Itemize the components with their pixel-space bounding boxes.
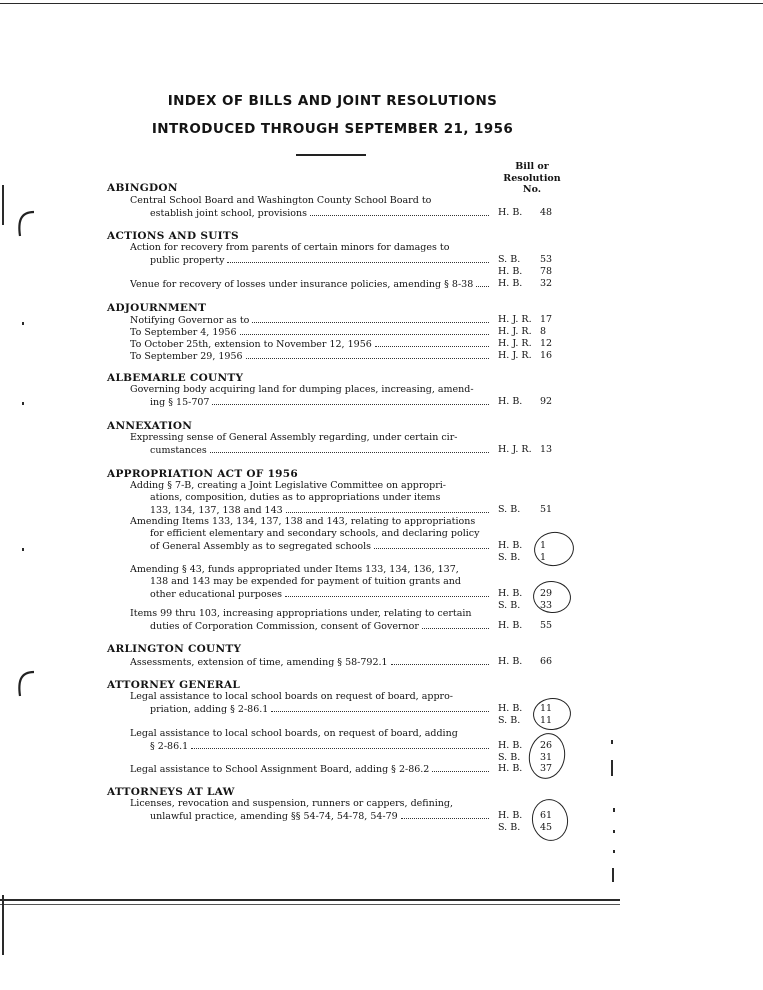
index-entry-line xyxy=(150,492,492,504)
index-entry-line xyxy=(150,810,490,822)
entry-text: Amending § 43, funds appropriated under Items 133, 134, 136, 137, xyxy=(130,564,459,575)
entry-text: Expressing sense of General Assembly regarding, under certain cir- xyxy=(130,432,458,443)
index-entry-line xyxy=(150,576,492,588)
dot-leader xyxy=(191,740,489,749)
bill-number: 61 xyxy=(540,810,553,821)
section-heading: ANNEXATION xyxy=(107,420,193,432)
page-title-line1: INDEX OF BILLS AND JOINT RESOLUTIONS xyxy=(167,93,498,109)
index-entry-line xyxy=(130,480,492,492)
bill-number: 12 xyxy=(540,338,553,349)
entry-text: To September 29, 1956 xyxy=(130,351,243,362)
bill-type: S. B. xyxy=(498,552,521,563)
bill-type: H. B. xyxy=(498,540,523,551)
bill-number: 1 xyxy=(540,552,547,563)
section-heading: ATTORNEYS AT LAW xyxy=(107,786,235,798)
bill-reference xyxy=(498,207,570,219)
section-heading: APPROPRIATION ACT OF 1956 xyxy=(107,468,298,480)
index-entry-line xyxy=(130,564,492,576)
bill-number: 48 xyxy=(540,207,553,218)
index-entry-line xyxy=(130,656,490,668)
bill-type: S. B. xyxy=(498,254,521,265)
bill-number: 17 xyxy=(540,314,553,325)
bill-number: 37 xyxy=(540,763,553,774)
bill-number: 1 xyxy=(540,540,547,551)
margin-tick-mark xyxy=(22,322,24,325)
dot-leader xyxy=(271,703,489,712)
bill-type: H. B. xyxy=(498,588,523,599)
bill-reference xyxy=(498,326,570,338)
bill-reference xyxy=(498,504,570,516)
entry-text: Action for recovery from parents of certain minors for damages to xyxy=(130,242,450,253)
index-entry-line xyxy=(150,588,490,600)
bill-type: H. B. xyxy=(498,278,523,289)
bill-type: H. B. xyxy=(498,656,523,667)
margin-bracket-mark xyxy=(14,668,36,698)
dot-leader xyxy=(210,444,489,453)
index-entry-line xyxy=(150,740,490,752)
entry-text: Notifying Governor as to xyxy=(130,315,250,326)
bill-number: 13 xyxy=(540,444,553,455)
bill-number: 55 xyxy=(540,620,553,631)
dot-leader xyxy=(476,278,489,287)
bill-number: 51 xyxy=(540,504,553,515)
bill-reference xyxy=(498,350,570,362)
index-entry-line xyxy=(130,242,492,254)
entry-text: 138 and 143 may be expended for payment of tuition grants and xyxy=(150,576,461,587)
right-margin-mark xyxy=(613,830,615,833)
right-margin-mark xyxy=(611,760,613,776)
entry-text: other educational purposes xyxy=(150,589,282,600)
bill-number: 53 xyxy=(540,254,553,265)
bill-reference xyxy=(498,254,570,266)
bill-reference xyxy=(498,314,570,326)
index-entry-line xyxy=(130,350,490,362)
section-heading: ACTIONS AND SUITS xyxy=(107,230,239,242)
dot-leader xyxy=(227,254,489,263)
bill-type: H. B. xyxy=(498,703,523,714)
section-heading: ARLINGTON COUNTY xyxy=(107,643,242,655)
dot-leader xyxy=(401,810,489,819)
index-entry-line xyxy=(150,703,490,715)
index-entry-line xyxy=(130,432,492,444)
entry-text: of General Assembly as to segregated schools xyxy=(150,541,372,552)
entry-text: Assessments, extension of time, amending § 58-792.1 xyxy=(130,657,388,668)
entry-text: cumstances xyxy=(150,445,207,456)
bill-number: 11 xyxy=(540,715,553,726)
index-entry-line xyxy=(130,608,492,620)
entry-text: for efficient elementary and secondary schools, and declaring policy xyxy=(150,528,480,539)
index-entry-line xyxy=(150,620,490,632)
bill-number: 8 xyxy=(540,326,547,337)
dot-leader xyxy=(240,326,489,335)
entry-text: duties of Corporation Commission, consent of Governor xyxy=(150,621,419,632)
bill-number: 11 xyxy=(540,703,553,714)
dot-leader xyxy=(286,504,489,513)
index-entry-line xyxy=(150,396,490,408)
dot-leader xyxy=(422,620,489,629)
index-entry-line xyxy=(150,504,490,516)
bill-reference xyxy=(498,656,570,668)
index-entry-line xyxy=(130,314,490,326)
entry-text: Amending Items 133, 134, 137, 138 and 143, relating to appropriations xyxy=(130,516,476,527)
entry-text: Central School Board and Washington County School Board to xyxy=(130,195,432,206)
section-heading: ALBEMARLE COUNTY xyxy=(107,372,244,384)
bill-type: S. B. xyxy=(498,822,521,833)
column-header-line2: Resolution xyxy=(503,172,561,184)
entry-text: To September 4, 1956 xyxy=(130,327,237,338)
entry-text: Legal assistance to School Assignment Board, adding § 2-86.2 xyxy=(130,764,430,775)
entry-text: Legal assistance to local school boards, on request of board, adding xyxy=(130,728,458,739)
bill-type: H. B. xyxy=(498,763,523,774)
bill-number: 32 xyxy=(540,278,553,289)
entry-text: public property xyxy=(150,255,225,266)
index-entry-line xyxy=(130,516,492,528)
bill-type: S. B. xyxy=(498,600,521,611)
bill-number: 78 xyxy=(540,266,553,277)
bill-type: S. B. xyxy=(498,752,521,763)
margin-tick-mark xyxy=(22,548,24,551)
page-title-line2: INTRODUCED THROUGH SEPTEMBER 21, 1956 xyxy=(151,121,514,137)
entry-text: Items 99 thru 103, increasing appropriations under, relating to certain xyxy=(130,608,472,619)
column-header-line1: Bill or xyxy=(515,161,549,172)
bill-type: H. B. xyxy=(498,620,523,631)
margin-bracket-mark xyxy=(14,208,36,238)
margin-edge-mark xyxy=(2,895,4,955)
bill-type: S. B. xyxy=(498,504,521,515)
dot-leader xyxy=(285,588,489,597)
bill-type: H. B. xyxy=(498,396,523,407)
right-margin-mark xyxy=(612,868,614,882)
entry-text: establish joint school, provisions xyxy=(150,208,308,219)
bill-number: 31 xyxy=(540,752,553,763)
bill-number: 66 xyxy=(540,656,553,667)
bill-type: S. B. xyxy=(498,715,521,726)
bill-number: 29 xyxy=(540,588,553,599)
bill-reference xyxy=(498,338,570,350)
index-entry-line xyxy=(130,326,490,338)
entry-text: 133, 134, 137, 138 and 143 xyxy=(150,505,283,516)
bill-number: 16 xyxy=(540,350,553,361)
bill-number: 92 xyxy=(540,396,553,407)
bill-type: H. J. R. xyxy=(498,338,532,349)
bill-reference xyxy=(498,444,570,456)
bill-number: 45 xyxy=(540,822,553,833)
entry-text: Venue for recovery of losses under insurance policies, amending § 8-38 xyxy=(130,279,474,290)
bill-reference xyxy=(498,266,570,278)
dot-leader xyxy=(391,656,489,665)
dot-leader xyxy=(212,396,489,405)
right-margin-mark xyxy=(611,740,613,744)
entry-text: ing § 15-707 xyxy=(150,397,210,408)
bill-type: H. B. xyxy=(498,207,523,218)
bill-type: H. J. R. xyxy=(498,350,532,361)
entry-text: Legal assistance to local school boards on request of board, appro- xyxy=(130,691,454,702)
margin-tick-mark xyxy=(22,402,24,405)
index-entry-line xyxy=(150,528,492,540)
margin-edge-mark xyxy=(2,185,4,225)
dot-leader xyxy=(432,763,489,772)
column-header-line3: No. xyxy=(522,184,542,195)
dot-leader xyxy=(374,540,489,549)
index-entry-line xyxy=(150,540,490,552)
section-heading: ATTORNEY GENERAL xyxy=(107,679,241,691)
index-entry-line xyxy=(130,278,490,290)
entry-text: Licenses, revocation and suspension, runners or cappers, defining, xyxy=(130,798,454,809)
index-entry-line xyxy=(130,763,490,775)
index-entry-line xyxy=(130,195,492,207)
bill-type: H. J. R. xyxy=(498,444,532,455)
dot-leader xyxy=(252,314,489,323)
index-entry-line xyxy=(130,338,490,350)
index-entry-line xyxy=(150,444,490,456)
bill-number: 33 xyxy=(540,600,553,611)
bill-reference xyxy=(498,620,570,632)
bill-number: 26 xyxy=(540,740,553,751)
dot-leader xyxy=(310,207,489,216)
bill-type: H. J. R. xyxy=(498,326,532,337)
entry-text: To October 25th, extension to November 12, 1956 xyxy=(130,339,372,350)
index-entry-line xyxy=(130,691,492,703)
section-heading: ABINGDON xyxy=(107,182,178,194)
entry-text: unlawful practice, amending §§ 54-74, 54-78, 54-79 xyxy=(150,811,398,822)
dot-leader xyxy=(375,338,489,347)
bill-type: H. B. xyxy=(498,810,523,821)
bill-reference xyxy=(498,278,570,290)
bill-type: H. B. xyxy=(498,740,523,751)
dot-leader xyxy=(246,350,489,359)
bill-type: H. J. R. xyxy=(498,314,532,325)
index-entry-line xyxy=(150,207,490,219)
entry-text: priation, adding § 2-86.1 xyxy=(150,704,269,715)
entry-text: Adding § 7-B, creating a Joint Legislative Committee on appropri- xyxy=(130,480,447,491)
entry-text: ations, composition, duties as to appropriations under items xyxy=(150,492,441,503)
index-entry-line xyxy=(130,728,492,740)
index-entry-line xyxy=(150,254,490,266)
right-margin-mark xyxy=(613,850,615,853)
right-margin-mark xyxy=(613,808,615,812)
entry-text: § 2-86.1 xyxy=(150,741,189,752)
section-heading: ADJOURNMENT xyxy=(107,302,207,314)
index-entry-line xyxy=(130,798,492,810)
index-entry-line xyxy=(130,384,492,396)
bill-reference xyxy=(498,396,570,408)
entry-text: Governing body acquiring land for dumping places, increasing, amend- xyxy=(130,384,474,395)
bill-type: H. B. xyxy=(498,266,523,277)
